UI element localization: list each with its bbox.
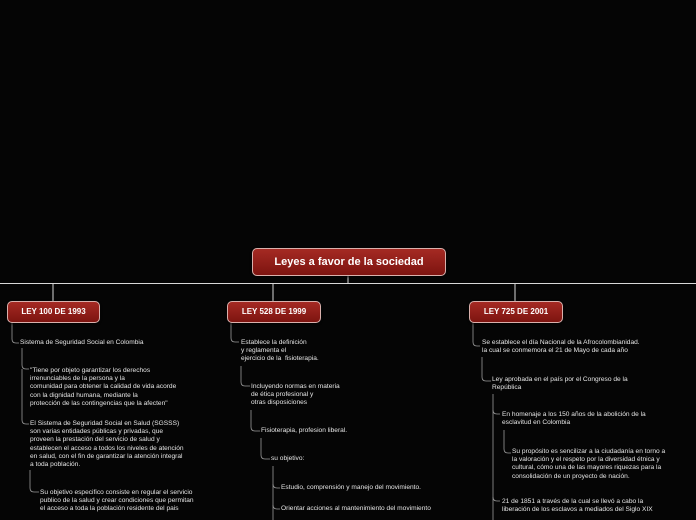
topic-profesion-liberal[interactable]: Fisioterapia, profesion liberal.: [261, 427, 348, 434]
topic-orientar-acciones[interactable]: Orientar acciones al mantenimiento del movimiento: [281, 505, 431, 512]
topic-normas-etica[interactable]: Incluyendo normas en materia de ética profesional y otras disposiciones: [251, 383, 340, 407]
topic-proposito[interactable]: Su propósito es sencilizar a la ciudadanía en torno a la valoración y el respeto por la diversidad étnica y cultural, cómo una de las mayores riquezas para la consolidación de un proyecto de nación.: [512, 448, 666, 480]
topic-estudio-movimiento[interactable]: Estudio, comprensión y manejo del movimiento.: [281, 484, 422, 491]
branch-ley-528-1999[interactable]: LEY 528 DE 1999: [227, 301, 321, 323]
topic-sgsss[interactable]: El Sistema de Seguridad Social en Salud (SGSSS) son varias entidades públicas y privadas, que proveen la prestación del servicio de salud y establecen el acceso a todos los niveles de atención en salud, con el fin de garantizar la atención integral a toda población.: [30, 420, 184, 469]
topic-objeto-derechos[interactable]: "Tiene por objeto garantizar los derechos irrenunciables de la persona y la comunidad para obtener la calidad de vida acorde con la dignidad humana, mediante la protección de las contingencias que la afecten": [30, 367, 177, 407]
topic-liberacion-esclavos[interactable]: 21 de 1851 a través de la cual se llevó a cabo la liberación de los esclavos a mediados del Siglo XIX: [502, 498, 653, 514]
topic-dia-afrocolombianidad[interactable]: Se establece el día Nacional de la Afrocolombianidad. la cual se conmemora el 21 de Mayo de cada año: [482, 339, 640, 355]
topic-definicion-fisioterapia[interactable]: Establece la definición y reglamenta el ejercicio de la fisioterapia.: [241, 339, 319, 363]
central-topic[interactable]: Leyes a favor de la sociedad: [252, 248, 446, 276]
topic-homenaje-abolicion[interactable]: En homenaje a los 150 años de la abolición de la esclavitud en Colombia: [502, 411, 646, 427]
topic-ley-aprobada[interactable]: Ley aprobada en el país por el Congreso de la República: [492, 376, 628, 392]
topic-sistema-seguridad-social[interactable]: Sistema de Seguridad Social en Colombia: [20, 339, 144, 346]
topic-su-objetivo[interactable]: su objetivo:: [271, 455, 305, 462]
topic-objetivo-especifico[interactable]: Su objetivo especifico consiste en regular el servicio publico de la salud y crear condiciones que permitan el acceso a toda la población residente del pais: [40, 489, 194, 513]
branch-ley-100-1993[interactable]: LEY 100 DE 1993: [7, 301, 100, 323]
branch-ley-725-2001[interactable]: LEY 725 DE 2001: [469, 301, 563, 323]
